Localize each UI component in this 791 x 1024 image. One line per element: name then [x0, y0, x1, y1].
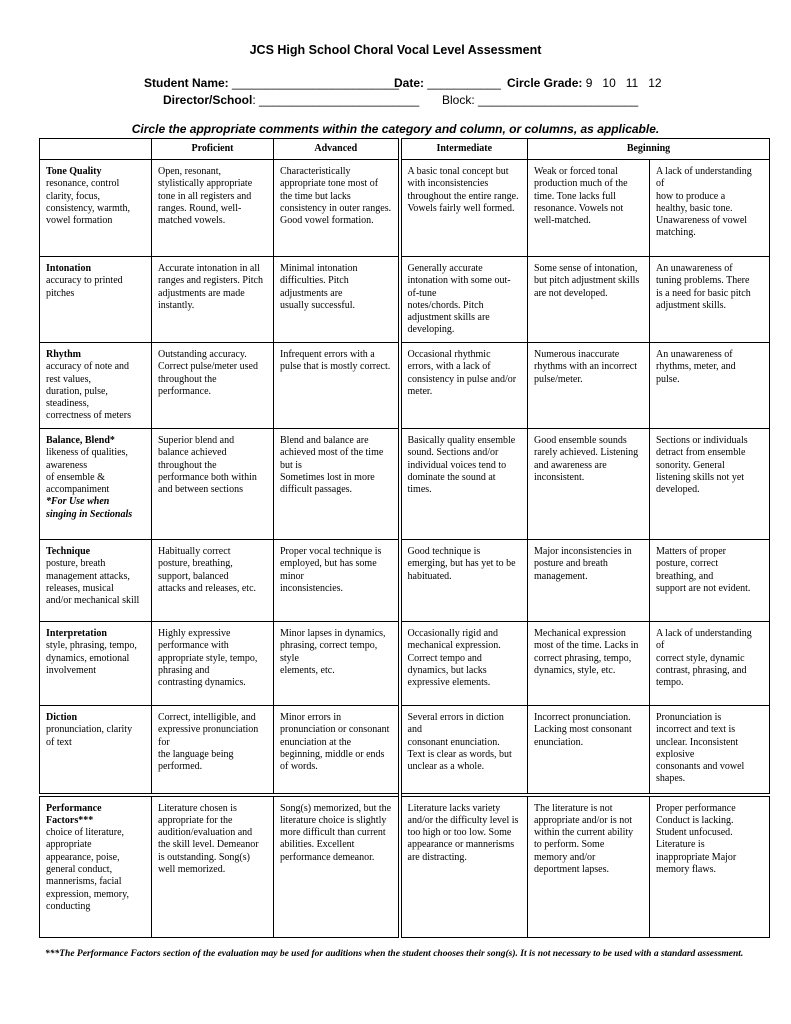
rubric-cell-advanced[interactable]: Minor errors in pronunciation or consonant enunciation at the beginning, middle or ends of words.	[274, 706, 400, 795]
rubric-cell-beginning-1[interactable]: Numerous inaccurate rhythms with an incorrect pulse/meter.	[528, 343, 650, 429]
category-cell	[40, 429, 152, 540]
rubric-cell-beginning-1[interactable]: Incorrect pronunciation. Lacking most consonant enunciation.	[528, 706, 650, 795]
rubric-cell-beginning-2[interactable]: Sections or individuals detract from ensemble sonority. General listening skills not yet developed.	[650, 429, 770, 540]
instructions: Circle the appropriate comments within the category and column, or columns, as applicable.	[131, 122, 660, 136]
rubric-cell-advanced[interactable]: Blend and balance are achieved most of the time but is Sometimes lost in more difficult passages.	[274, 429, 400, 540]
rubric-cell-proficient[interactable]: Highly expressive performance with appropriate style, tempo, phrasing and contrasting dynamics.	[152, 622, 274, 706]
rubric-cell-beginning-1[interactable]: Good ensemble sounds rarely achieved. Listening and awareness are inconsistent.	[528, 429, 650, 540]
rubric-cell-intermediate[interactable]: Literature lacks variety and/or the difficulty level is too high or too low. Some appearance or mannerisms are distracting.	[400, 795, 528, 938]
category-description: pronunciation, clarity of text	[46, 724, 133, 748]
header-advanced: Advanced	[274, 139, 400, 160]
date-blank: ___________	[427, 76, 501, 90]
category-cell	[40, 257, 152, 343]
category-note: *For Use when singing in Sectionals	[46, 496, 133, 520]
category-title: Rhythm	[46, 349, 82, 360]
rubric-cell-beginning-1[interactable]: Weak or forced tonal production much of the time. Tone lacks full resonance. Vowels not well-matched.	[528, 160, 650, 257]
rubric-cell-beginning-1[interactable]: Major inconsistencies in posture and breath management.	[528, 540, 650, 622]
category-description: likeness of qualities, awareness of ensemble & accompaniment	[46, 447, 128, 496]
category-cell	[40, 706, 152, 795]
category-description: style, phrasing, tempo, dynamics, emotional involvement	[46, 640, 137, 676]
student-name-blank: _________________________	[232, 76, 399, 90]
rubric-cell-proficient[interactable]: Open, resonant, stylistically appropriate tone in all registers and ranges. Round, well- matched vowels.	[152, 160, 274, 257]
date-field[interactable]	[394, 76, 501, 90]
grade-options: 9 10 11 12	[585, 76, 662, 90]
grade-label: Circle Grade:	[507, 76, 583, 90]
block-label: Block:	[442, 93, 475, 107]
category-description: resonance, control clarity, focus, consistency, warmth, vowel formation	[46, 178, 131, 227]
director-school-field[interactable]	[163, 93, 419, 107]
category-description: posture, breath management attacks, releases, musical and/or mechanical skill	[46, 558, 140, 607]
rubric-cell-proficient[interactable]: Outstanding accuracy. Correct pulse/meter used throughout the performance.	[152, 343, 274, 429]
rubric-row-technique	[40, 540, 770, 622]
rubric-cell-advanced[interactable]: Characteristically appropriate tone most of the time but lacks consistency in outer ranges. Good vowel formation.	[274, 160, 400, 257]
category-title: Interpretation	[46, 628, 107, 639]
rubric-cell-beginning-2[interactable]: Pronunciation is incorrect and text is unclear. Inconsistent explosive consonants and vowel shapes.	[650, 706, 770, 795]
rubric-cell-beginning-2[interactable]: An unawareness of tuning problems. There is a need for basic pitch adjustment skills.	[650, 257, 770, 343]
category-cell	[40, 343, 152, 429]
rubric-cell-beginning-2[interactable]: An unawareness of rhythms, meter, and pulse.	[650, 343, 770, 429]
category-cell	[40, 795, 152, 938]
rubric-row-intonation	[40, 257, 770, 343]
rubric-cell-beginning-2[interactable]: Matters of proper posture, correct breathing, and support are not evident.	[650, 540, 770, 622]
rubric-cell-proficient[interactable]: Correct, intelligible, and expressive pronunciation for the language being performed.	[152, 706, 274, 795]
student-name-field[interactable]	[144, 76, 399, 90]
category-title: Balance, Blend*	[46, 435, 115, 446]
director-school-blank: : ________________________	[252, 93, 420, 107]
category-description: accuracy to printed pitches	[46, 275, 123, 299]
rubric-cell-beginning-1[interactable]: Mechanical expression most of the time. Lacks in correct phrasing, tempo, dynamics, style, etc.	[528, 622, 650, 706]
rubric-cell-beginning-2[interactable]: Proper performance Conduct is lacking. Student unfocused. Literature is inappropriate Major memory flaws.	[650, 795, 770, 938]
rubric-cell-proficient[interactable]: Superior blend and balance achieved throughout the performance both within and between sections	[152, 429, 274, 540]
category-cell	[40, 622, 152, 706]
rubric-table	[39, 138, 770, 938]
rubric-cell-intermediate[interactable]: Occasionally rigid and mechanical expression. Correct tempo and dynamics, but lacks expressive elements.	[400, 622, 528, 706]
rubric-cell-beginning-2[interactable]: A lack of understanding of how to produce a healthy, basic tone. Unawareness of vowel matching.	[650, 160, 770, 257]
rubric-cell-advanced[interactable]: Minimal intonation difficulties. Pitch adjustments are usually successful.	[274, 257, 400, 343]
block-field[interactable]	[442, 93, 638, 107]
rubric-cell-beginning-1[interactable]: The literature is not appropriate and/or is not within the current ability to perform. Some memory and/or deportment lapses.	[528, 795, 650, 938]
rubric-cell-intermediate[interactable]: Basically quality ensemble sound. Sections and/or individual voices tend to dominate the sound at times.	[400, 429, 528, 540]
rubric-cell-intermediate[interactable]: Good technique is emerging, but has yet to be habituated.	[400, 540, 528, 622]
rubric-row-interpretation	[40, 622, 770, 706]
page-title: JCS High School Choral Vocal Level Assessment	[249, 43, 542, 57]
category-cell	[40, 540, 152, 622]
director-school-label: Director/School	[163, 93, 253, 107]
rubric-row-diction	[40, 706, 770, 795]
rubric-row-tone-quality	[40, 160, 770, 257]
rubric-row-performance-factors	[40, 795, 770, 938]
rubric-header-row	[40, 139, 770, 160]
header-category	[40, 139, 152, 160]
grade-field[interactable]	[507, 76, 662, 90]
rubric-cell-intermediate[interactable]: Generally accurate intonation with some out- of-tune notes/chords. Pitch adjustment skills are developing.	[400, 257, 528, 343]
category-title: Tone Quality	[46, 166, 102, 177]
rubric-cell-advanced[interactable]: Infrequent errors with a pulse that is mostly correct.	[274, 343, 400, 429]
rubric-cell-advanced[interactable]: Minor lapses in dynamics, phrasing, correct tempo, style elements, etc.	[274, 622, 400, 706]
rubric-cell-intermediate[interactable]: Occasional rhythmic errors, with a lack of consistency in pulse and/or meter.	[400, 343, 528, 429]
category-title: Technique	[46, 546, 91, 557]
rubric-cell-beginning-2[interactable]: A lack of understanding of correct style, dynamic contrast, phrasing, and tempo.	[650, 622, 770, 706]
date-label: Date:	[394, 76, 425, 90]
rubric-row-balance-blend	[40, 429, 770, 540]
rubric-cell-beginning-1[interactable]: Some sense of intonation, but pitch adjustment skills are not developed.	[528, 257, 650, 343]
block-blank: ________________________	[478, 93, 639, 107]
category-description: choice of literature, appropriate appearance, poise, general conduct, mannerisms, facial expression, memory, conducting	[46, 827, 129, 912]
rubric-cell-proficient[interactable]: Accurate intonation in all ranges and registers. Pitch adjustments are made instantly.	[152, 257, 274, 343]
category-title: Intonation	[46, 263, 92, 274]
category-title: Performance Factors***	[46, 802, 102, 826]
footnote: ***The Performance Factors section of the evaluation may be used for auditions when the student chooses their song(s). It is not necessary to be used with a standard assessment.	[45, 949, 744, 959]
category-title: Diction	[46, 712, 78, 723]
header-proficient: Proficient	[152, 139, 274, 160]
rubric-cell-advanced[interactable]: Song(s) memorized, but the literature choice is slightly more difficult than current abilities. Excellent performance demeanor.	[274, 795, 400, 938]
rubric-row-rhythm	[40, 343, 770, 429]
rubric-cell-advanced[interactable]: Proper vocal technique is employed, but has some minor inconsistencies.	[274, 540, 400, 622]
student-name-label: Student Name:	[144, 76, 229, 90]
rubric-cell-proficient[interactable]: Habitually correct posture, breathing, support, balanced attacks and releases, etc.	[152, 540, 274, 622]
header-intermediate: Intermediate	[400, 139, 528, 160]
rubric-cell-intermediate[interactable]: A basic tonal concept but with inconsistencies throughout the entire range. Vowels fairly well formed.	[400, 160, 528, 257]
header-beginning: Beginning	[528, 139, 770, 160]
category-description: accuracy of note and rest values, duration, pulse, steadiness, correctness of meters	[46, 361, 131, 422]
rubric-cell-intermediate[interactable]: Several errors in diction and consonant enunciation. Text is clear as words, but unclear as a whole.	[400, 706, 528, 795]
category-cell	[40, 160, 152, 257]
rubric-cell-proficient[interactable]: Literature chosen is appropriate for the audition/evaluation and the skill level. Demeanor is outstanding. Song(s) well memorized.	[152, 795, 274, 938]
